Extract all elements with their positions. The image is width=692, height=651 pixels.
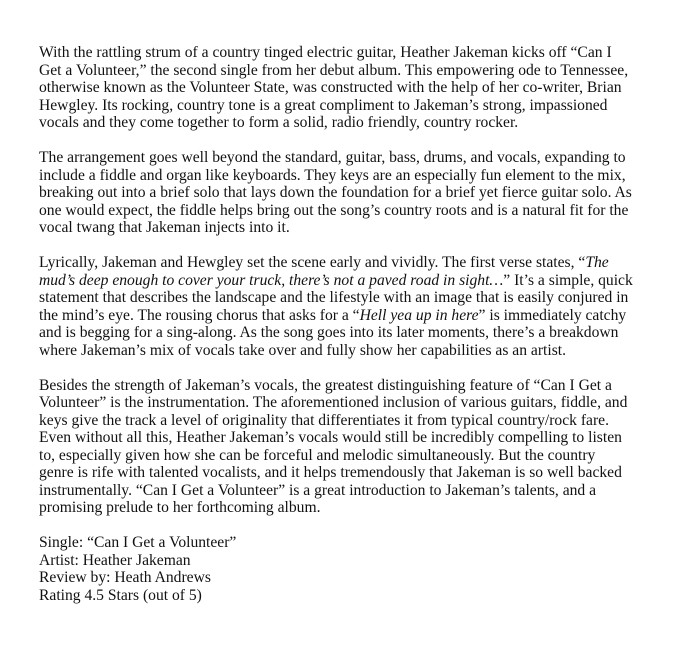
text-line xyxy=(39,97,679,115)
review-document xyxy=(39,44,679,604)
text-segment: breaking out into a brief solo that lays down the foundation for a brief yet fierce guitar solo. As xyxy=(39,184,632,201)
text-segment: Lyrically, Jakeman and Hewgley set the scene early and vividly. The first verse states, “ xyxy=(39,254,586,271)
text-line xyxy=(39,114,679,132)
text-segment: Get a Volunteer,” the second single from her debut album. This empowering ode to Tennessee, xyxy=(39,61,629,79)
text-segment: vocal twang that Jakeman injects into it. xyxy=(39,219,290,236)
text-line xyxy=(39,44,679,62)
text-segment: The arrangement goes well beyond the standard, guitar, bass, drums, and vocals, expanding to xyxy=(39,149,626,166)
single-title: Single: “Can I Get a Volunteer” xyxy=(39,534,237,551)
text-segment: genre is rife with talented vocalists, and it helps tremendously that Jakeman is so well backed xyxy=(39,464,622,481)
text-line xyxy=(39,412,679,430)
text-line xyxy=(39,324,679,342)
text-segment: Volunteer” is the instrumentation. The aforementioned inclusion of various guitars, fiddle, and xyxy=(39,394,628,411)
text-line xyxy=(39,429,679,447)
text-line xyxy=(39,307,679,325)
rating-text: Rating 4.5 Stars (out of 5) xyxy=(39,586,202,604)
text-line xyxy=(39,167,679,185)
paragraph-3 xyxy=(39,254,679,359)
review-info-block xyxy=(39,534,679,604)
text-segment: include a fiddle and organ like keyboards. They keys are an especially fun element to the mix, xyxy=(39,166,626,184)
text-segment: With the rattling strum of a country tinged electric guitar, Heather Jakeman kicks off “Can I xyxy=(39,44,612,61)
text-segment: vocals and they come together to form a solid, radio friendly, country rocker. xyxy=(39,114,519,131)
text-segment: one would expect, the fiddle helps bring out the song’s country roots and is a natural fit for the xyxy=(39,201,629,219)
lyric-quote: mud’s deep enough to cover your truck, there’s not a paved road in sight… xyxy=(39,271,504,289)
text-segment: to, especially given how she can be forceful and melodic simultaneously. But the country xyxy=(39,446,596,464)
text-line xyxy=(39,447,679,465)
text-segment: and is begging for a sing-along. As the song goes into its later moments, there’s a breakdown xyxy=(39,324,619,341)
text-segment: instrumentally. “Can I Get a Volunteer” is a great introduction to Jakeman’s talents, and a xyxy=(39,481,597,499)
text-line xyxy=(39,219,679,237)
text-line xyxy=(39,254,679,272)
text-segment: keys give the track a level of originality that differentiates it from typical country/rock fare. xyxy=(39,411,609,429)
text-line xyxy=(39,394,679,412)
paragraph-4 xyxy=(39,377,679,517)
text-segment: Besides the strength of Jakeman’s vocals, the greatest distinguishing feature of “Can I Get a xyxy=(39,376,612,394)
text-segment: ” It’s a simple, quick xyxy=(503,271,633,289)
text-segment: ” is immediately catchy xyxy=(478,306,627,324)
text-segment: the mind’s eye. The rousing chorus that asks for a “ xyxy=(39,306,360,324)
paragraph-2 xyxy=(39,149,679,237)
reviewer-name: Review by: Heath Andrews xyxy=(39,569,211,586)
text-line xyxy=(39,499,679,517)
text-segment: promising prelude to her forthcoming album. xyxy=(39,499,321,516)
text-segment: statement that describes the landscape and the lifestyle with an image that is easily conjured in xyxy=(39,289,629,306)
text-line xyxy=(39,464,679,482)
lyric-quote: The xyxy=(585,254,609,271)
text-line xyxy=(39,79,679,97)
text-segment: where Jakeman’s mix of vocals take over and fully show her capabilities as an artist. xyxy=(39,341,566,359)
paragraph-1 xyxy=(39,44,679,132)
artist-name: Artist: Heather Jakeman xyxy=(39,551,191,569)
text-segment: Even without all this, Heather Jakeman’s vocals would still be incredibly compelling to listen xyxy=(39,429,622,446)
text-segment: otherwise known as the Volunteer State, was constructed with the help of her co-writer, Brian xyxy=(39,79,622,96)
lyric-quote: Hell yea up in here xyxy=(359,306,479,324)
text-line xyxy=(39,202,679,220)
text-segment: Hewgley. Its rocking, country tone is a great compliment to Jakeman’s strong, impassioned xyxy=(39,96,608,114)
text-line xyxy=(39,482,679,500)
text-line xyxy=(39,62,679,80)
text-line xyxy=(39,342,679,360)
text-line xyxy=(39,377,679,395)
text-line xyxy=(39,289,679,307)
text-line xyxy=(39,184,679,202)
text-line xyxy=(39,272,679,290)
text-line xyxy=(39,149,679,167)
review-body xyxy=(39,44,679,517)
